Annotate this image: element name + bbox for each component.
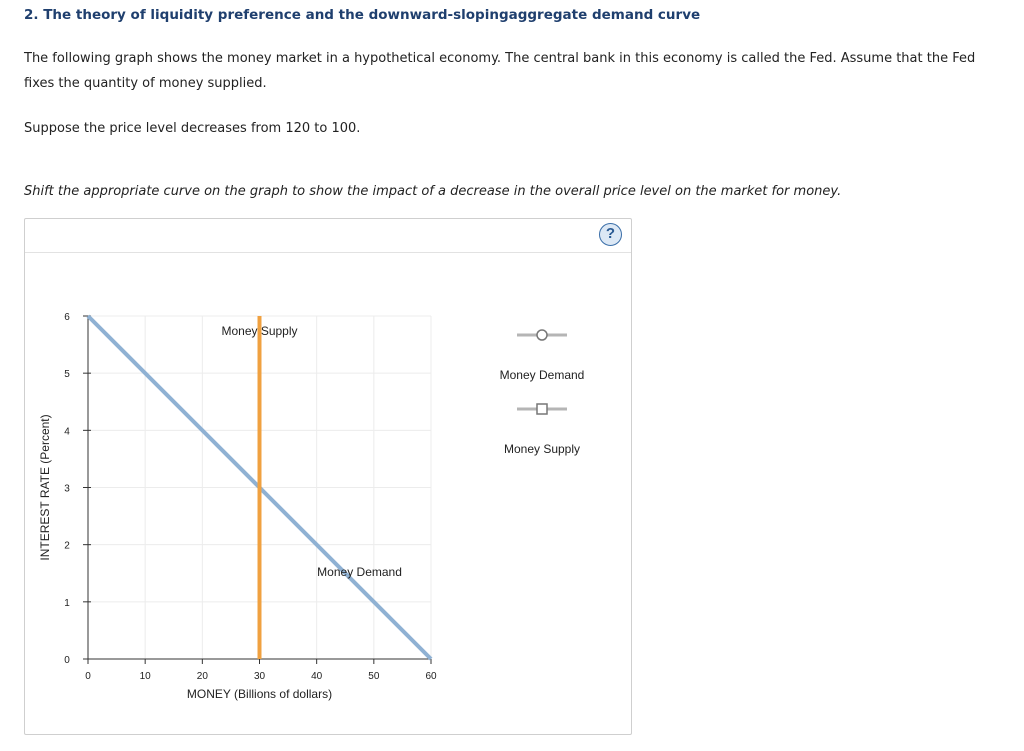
y-tick-label: 1 — [64, 597, 70, 609]
y-tick-label: 4 — [64, 426, 70, 438]
scenario-text: Suppose the price level decreases from 120 to 100. — [24, 121, 361, 136]
palette-money-demand[interactable] — [500, 330, 585, 382]
palette-money-supply-label: Money Supply — [503, 442, 581, 456]
curve-palette — [500, 330, 585, 456]
y-tick-label: 0 — [64, 655, 70, 666]
graph-panel-header — [25, 219, 631, 253]
money-demand-label: Money Demand — [317, 565, 402, 580]
graph-panel — [24, 218, 632, 735]
x-tick-label: 40 — [311, 671, 323, 682]
x-tick-label: 0 — [85, 671, 91, 682]
chart-ticks — [64, 312, 437, 682]
y-tick-label: 3 — [64, 483, 70, 495]
instruction-text: Shift the appropriate curve on the graph to show the impact of a decrease in the overall price level on the market for money. — [24, 184, 842, 199]
y-tick-label: 6 — [64, 312, 70, 323]
x-tick-label: 50 — [368, 671, 380, 682]
palette-money-supply[interactable] — [504, 404, 580, 456]
square-marker-icon — [537, 404, 547, 414]
x-tick-label: 10 — [139, 671, 151, 682]
y-axis-title: INTEREST RATE (Percent) — [38, 414, 52, 561]
money-market-chart — [25, 253, 631, 735]
question-title: 2. The theory of liquidity preference and the downward-slopingaggregate demand curve — [24, 7, 701, 23]
intro-text: The following graph shows the money market in a hypothetical economy. The central bank in this economy is called the Fed. Assume that the Fed fixes the quantity of money supplied. — [24, 51, 976, 91]
y-tick-label: 5 — [64, 369, 70, 381]
x-tick-label: 60 — [425, 671, 437, 682]
x-tick-label: 30 — [253, 671, 266, 682]
money-supply-label: Money Supply — [221, 324, 298, 339]
palette-money-demand-label: Money Demand — [499, 368, 585, 382]
circle-marker-icon — [537, 330, 547, 340]
y-tick-label: 2 — [64, 540, 70, 552]
help-icon[interactable]: ? — [599, 223, 622, 246]
x-tick-label: 20 — [196, 671, 208, 682]
x-axis-title: MONEY (Billions of dollars) — [186, 687, 333, 701]
